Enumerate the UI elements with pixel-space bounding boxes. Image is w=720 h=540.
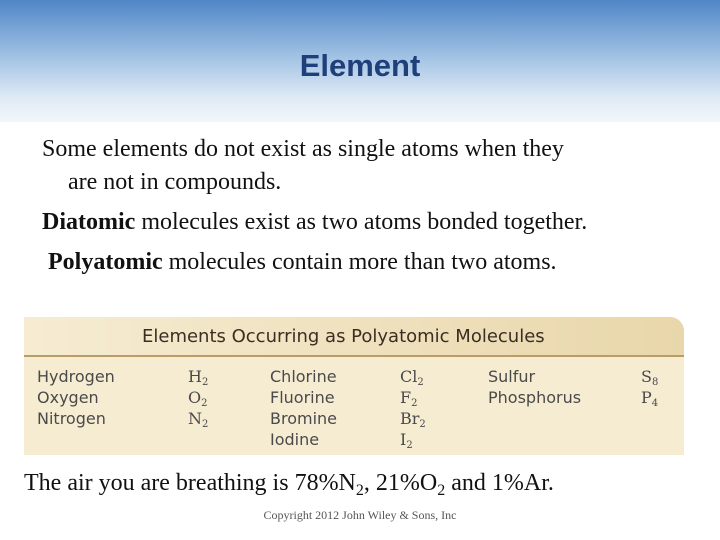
formula-subscript: 2 [201, 377, 209, 388]
element-name: Phosphorus [488, 388, 582, 407]
slide-title [0, 48, 720, 84]
diatomic-definition: molecules exist as two atoms bonded together. [135, 209, 588, 235]
formula-symbol: O [188, 388, 202, 407]
element-name: Nitrogen [37, 409, 106, 428]
oxygen-subscript: 2 [437, 482, 446, 499]
table-divider [24, 355, 684, 357]
formula-subscript: 2 [202, 419, 209, 430]
formula-subscript: 2 [201, 398, 208, 409]
air-text-middle: , 21%O [363, 470, 438, 496]
air-text-prefix: The air you are breathing is 78%N [24, 470, 356, 496]
formula-subscript: 2 [419, 419, 426, 430]
formula-subscript: 2 [406, 440, 413, 451]
formula-symbol: S [641, 367, 652, 386]
diatomic-term: Diatomic [42, 209, 136, 235]
element-name: Hydrogen [37, 367, 115, 386]
formula-symbol: H [188, 367, 202, 386]
intro-line-1: Some elements do not exist as single atoms when they [42, 136, 564, 162]
element-name: Chlorine [270, 367, 337, 386]
polyatomic-elements-table [24, 317, 684, 455]
element-name: Iodine [270, 430, 320, 449]
element-name: Oxygen [37, 388, 99, 407]
formula-subscript: 4 [651, 398, 659, 409]
formula-subscript: 2 [417, 377, 424, 388]
slide-title-text: Element [299, 48, 421, 83]
formula-symbol: Cl [400, 367, 418, 386]
polyatomic-definition: molecules contain more than two atoms. [162, 249, 557, 275]
formula-symbol: I [400, 430, 407, 449]
formula-subscript: 2 [411, 398, 418, 409]
formula-subscript: 8 [651, 377, 659, 388]
element-formula [641, 388, 658, 414]
copyright-notice: Copyright 2012 John Wiley & Sons, Inc [263, 508, 457, 522]
formula-symbol: F [400, 388, 412, 407]
element-formula [400, 430, 413, 456]
formula-symbol: Br [400, 409, 420, 428]
element-name: Sulfur [488, 367, 536, 386]
element-name: Bromine [270, 409, 338, 428]
formula-symbol: P [641, 388, 652, 407]
element-name: Fluorine [270, 388, 335, 407]
element-formula [188, 409, 208, 435]
diatomic-line [42, 208, 587, 236]
polyatomic-line [48, 248, 557, 276]
table-title: Elements Occurring as Polyatomic Molecules [142, 326, 545, 347]
polyatomic-term: Polyatomic [48, 249, 163, 275]
air-composition-line [24, 470, 554, 500]
nitrogen-subscript: 2 [355, 482, 364, 499]
air-text-suffix: and 1%Ar. [445, 470, 554, 496]
formula-symbol: N [188, 409, 202, 428]
intro-line-2: are not in compounds. [68, 169, 282, 195]
